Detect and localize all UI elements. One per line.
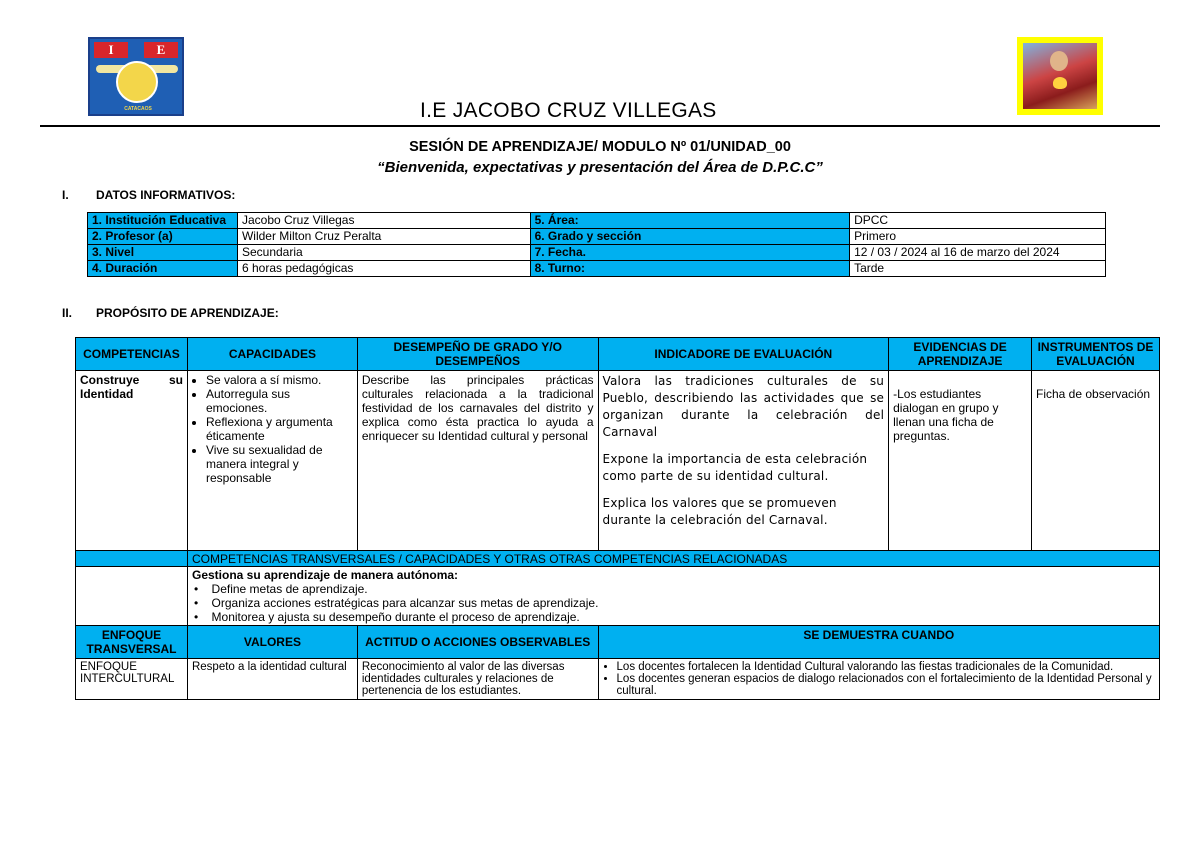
section-label: DATOS INFORMATIVOS: <box>96 188 236 202</box>
col-header-evidencias: EVIDENCIAS DE APRENDIZAJE <box>889 338 1032 371</box>
enfoque-cuando <box>598 659 1159 700</box>
datos-table <box>87 212 1106 277</box>
table-header-row <box>76 338 1160 371</box>
evidencias-text: -Los estudiantes dialogan en grupo y llenan una ficha de preguntas. <box>893 387 999 443</box>
datos-value: Wilder Milton Cruz Peralta <box>237 229 530 245</box>
datos-value: Primero <box>850 229 1106 245</box>
datos-value: 6 horas pedagógicas <box>237 261 530 277</box>
col-header-capacidades: CAPACIDADES <box>187 338 357 371</box>
datos-key: 3. Nivel <box>88 245 238 261</box>
indicador-text: Expone la importancia de esta celebración como parte de su identidad cultural. <box>602 452 868 483</box>
transversal-title: Gestiona su aprendizaje de manera autónoma: <box>191 568 459 582</box>
transversales-bar: COMPETENCIAS TRANSVERSALES / CAPACIDADES Y OTRAS OTRAS COMPETENCIAS RELACIONADAS <box>187 551 1159 567</box>
indicador-cell <box>598 371 889 551</box>
table-row <box>88 229 1106 245</box>
school-name: I.E JACOBO CRUZ VILLEGAS <box>420 99 717 122</box>
list-item: • Los docentes fortalecen la Identidad Cultural valorando las fiestas tradicionales de la Comunidad. <box>617 661 1155 673</box>
datos-value: Secundaria <box>237 245 530 261</box>
transversales-bar-row <box>76 551 1160 567</box>
list-item: • Vive su sexualidad de manera integral y responsable <box>206 443 353 485</box>
datos-key: 6. Grado y sección <box>530 229 849 245</box>
evidencias-cell <box>889 371 1032 551</box>
list-item: • Los docentes generan espacios de dialogo relacionados con el fortalecimiento de la Identidad Personal y cultural. <box>617 673 1155 697</box>
col-header-valores: VALORES <box>187 626 357 659</box>
competencia-cell: Construye su Identidad <box>76 371 188 551</box>
datos-value: DPCC <box>850 213 1106 229</box>
instrumentos-text: Ficha de observación <box>1036 387 1151 401</box>
table-row <box>76 659 1160 700</box>
col-header-se-demuestra: SE DEMUESTRA CUANDO <box>598 626 1159 659</box>
transversal-cell <box>187 567 1159 626</box>
table-row <box>76 567 1160 626</box>
datos-key: 4. Duración <box>88 261 238 277</box>
session-subtitle: “Bienvenida, expectativas y presentación del Área de D.P.C.C” <box>377 159 823 176</box>
section-proposito-heading <box>62 306 279 320</box>
enfoque-valor: Respeto a la identidad cultural <box>187 659 357 700</box>
session-title: SESIÓN DE APRENDIZAJE/ MODULO Nº 01/UNIDAD_00 <box>409 139 791 155</box>
indicador-text: Valora las tradiciones culturales de su Pueblo, describiendo las actividades que se organizan durante la celebración del Carnaval <box>602 374 885 439</box>
list-item: • Se valora a sí mismo. <box>206 373 353 387</box>
table-row <box>88 213 1106 229</box>
list-item: • Organiza acciones estratégicas para alcanzar sus metas de aprendizaje. <box>193 596 599 610</box>
table-row <box>88 245 1106 261</box>
list-item: • Define metas de aprendizaje. <box>193 582 368 596</box>
capacidades-cell <box>187 371 357 551</box>
datos-key: 8. Turno: <box>530 261 849 277</box>
list-item: • Monitorea y ajusta su desempeño durante el proceso de aprendizaje. <box>193 610 580 624</box>
logo-letter-e: E <box>144 42 178 58</box>
datos-value: 12 / 03 / 2024 al 16 de marzo del 2024 <box>850 245 1106 261</box>
section-datos-heading <box>62 188 235 202</box>
col-header-competencias: COMPETENCIAS <box>76 338 188 371</box>
indicador-text: Explica los valores que se promueven durante la celebración del Carnaval. <box>602 496 837 527</box>
datos-value: Tarde <box>850 261 1106 277</box>
desempeno-cell: Describe las principales prácticas culturales relacionada a la tradicional festividad de los carnavales del distrito y explica como ésta practica lo ayuda a enriquecer su Identidad cultural y personal <box>357 371 598 551</box>
datos-key: 2. Profesor (a) <box>88 229 238 245</box>
list-item: • Reflexiona y argumenta éticamente <box>206 415 353 443</box>
enfoque-name: ENFOQUE INTERCULTURAL <box>76 659 188 700</box>
col-header-instrumentos: INSTRUMENTOS DE EVALUACIÓN <box>1032 338 1160 371</box>
proposito-table <box>75 337 1160 700</box>
enfoque-header-row <box>76 626 1160 659</box>
col-header-desempeno: DESEMPEÑO DE GRADO Y/O DESEMPEÑOS <box>357 338 598 371</box>
table-row <box>88 261 1106 277</box>
enfoque-actitud: Reconocimiento al valor de las diversas identidades culturales y relaciones de pertenencia de los estudiantes. <box>357 659 598 700</box>
datos-key: 1. Institución Educativa <box>88 213 238 229</box>
logo-emblem <box>116 61 158 103</box>
col-header-actitud: ACTITUD O ACCIONES OBSERVABLES <box>357 626 598 659</box>
logo-letter-i: I <box>94 42 128 58</box>
datos-value: Jacobo Cruz Villegas <box>237 213 530 229</box>
table-row <box>76 371 1160 551</box>
datos-key: 7. Fecha. <box>530 245 849 261</box>
header-divider <box>40 125 1160 127</box>
list-item: • Autorregula sus emociones. <box>206 387 353 415</box>
school-logo <box>88 37 184 116</box>
section-number: I. <box>62 188 69 202</box>
section-number: II. <box>62 306 73 320</box>
datos-key: 5. Área: <box>530 213 849 229</box>
sacred-heart-image <box>1017 37 1103 115</box>
transversal-list <box>192 582 1155 624</box>
col-header-enfoque: ENFOQUE TRANSVERSAL <box>76 626 188 659</box>
instrumentos-cell <box>1032 371 1160 551</box>
col-header-indicador: INDICADORE DE EVALUACIÓN <box>598 338 889 371</box>
section-label: PROPÓSITO DE APRENDIZAJE: <box>96 306 279 320</box>
logo-motto: CATACAOS <box>124 106 152 112</box>
